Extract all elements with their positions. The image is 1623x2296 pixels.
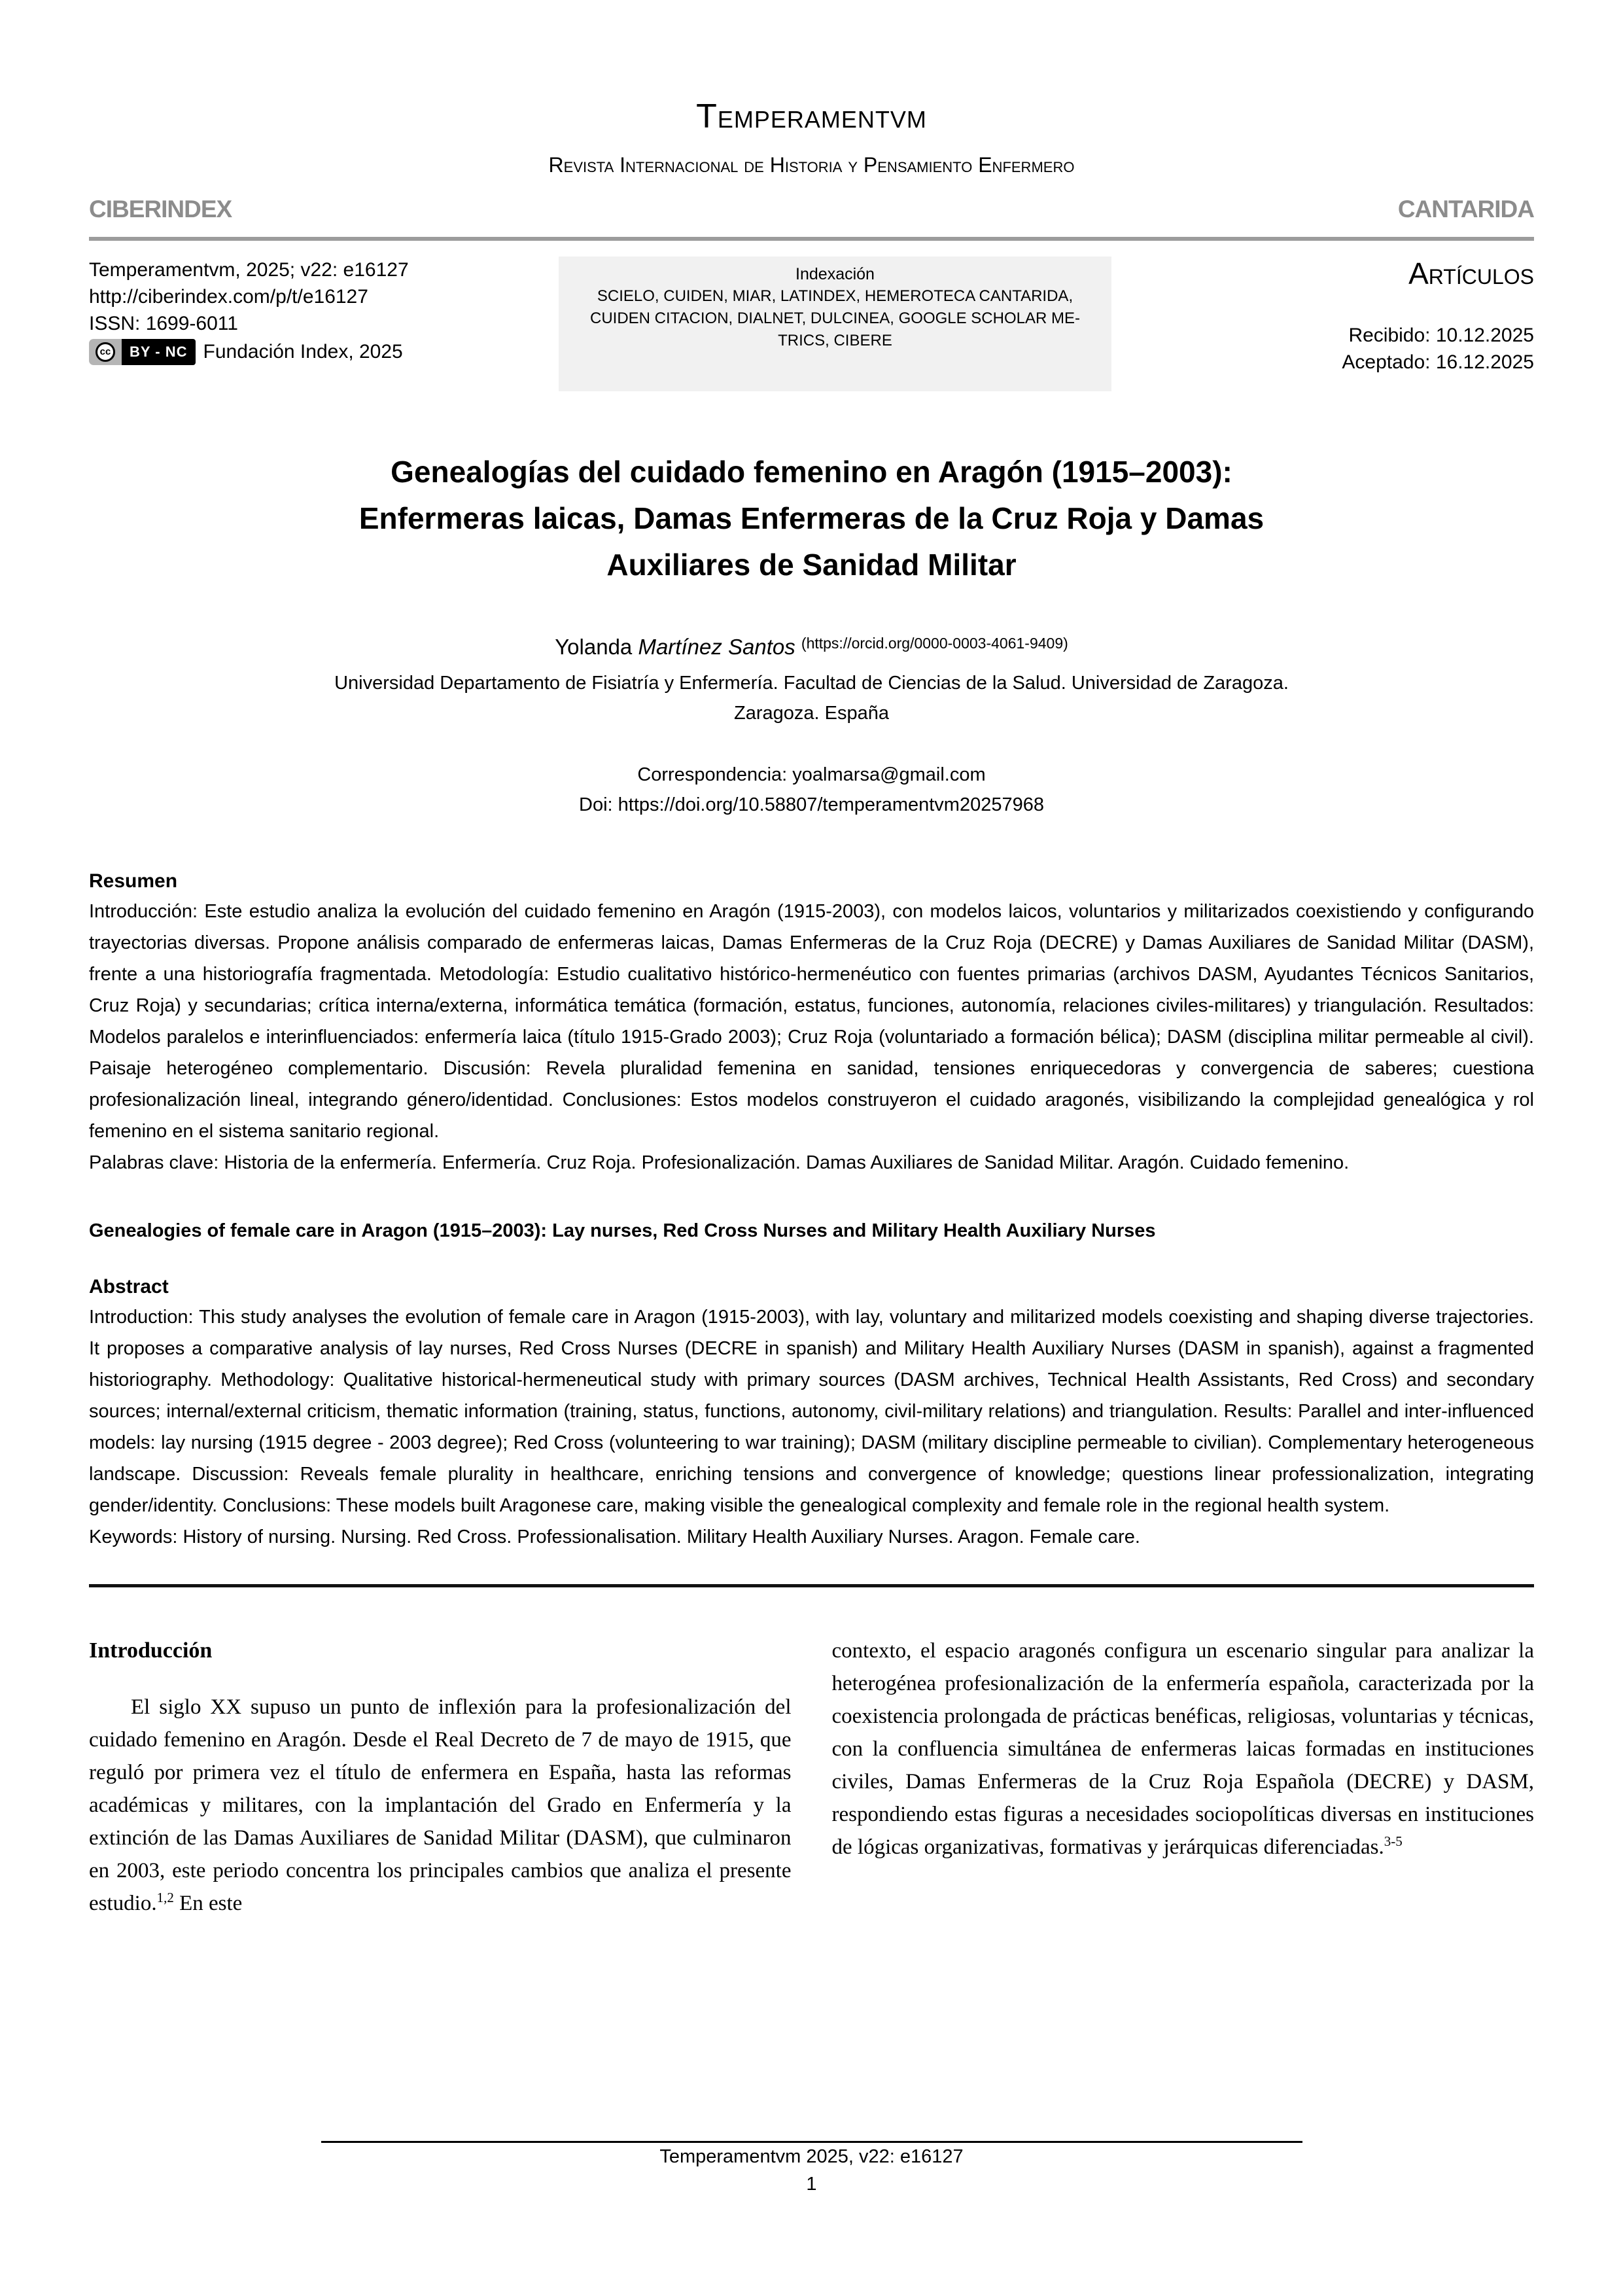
intro-right-paragraph [832,1634,1535,1863]
introduction-heading: Introducción [89,1638,213,1663]
cc-icon [89,339,122,365]
section-divider-rule [89,1584,1534,1587]
citation-ref-sup[interactable]: 3-5 [1384,1833,1403,1849]
section-meta [1342,256,1534,376]
translated-title: Genealogies of female care in Aragon (1915–2003): Lay nurses, Red Cross Nurses and Military Health Auxiliary Nurses [89,1220,1156,1241]
intro-right-column [832,1634,1535,1920]
correspondence-email-line[interactable]: Correspondencia: yoalmarsa@gmail.com [637,764,986,785]
meta-row [89,256,1534,391]
author-line [89,627,1534,663]
cc-license-label: BY - NC [122,339,196,365]
journal-title: Temperamentvm [696,97,927,135]
abstract-heading: Abstract [89,1276,169,1298]
author-orcid-link[interactable]: (https://orcid.org/0000-0003-4061-9409) [801,635,1068,652]
page-footer [89,2141,1534,2198]
citation-ref-sup[interactable]: 1,2 [156,1890,174,1905]
brand-ciberindex: CIBERINDEX [89,196,232,222]
article-url-link[interactable]: http://ciberindex.com/p/t/e16127 [89,286,368,308]
indexing-line: SCIELO, CUIDEN, MIAR, LATINDEX, HEMEROTECA CANTARIDA, [597,287,1073,305]
publisher-label: Fundación Index, 2025 [203,341,403,362]
cc-by-nc-badge[interactable] [89,339,196,365]
introduction-columns [89,1634,1534,1920]
affiliation-line: Zaragoza. España [734,703,889,724]
article-title-line: Auxiliares de Sanidad Militar [606,548,1017,582]
indexing-line: CUIDEN CITACION, DIALNET, DULCINEA, GOOGLE SCHOLAR ME- [589,309,1080,327]
license-row [89,338,551,365]
header-rule [89,237,1534,241]
article-title-line: Genealogías del cuidado femenino en Aragón (1915–2003): [391,455,1232,489]
cc-circle-glyph: cc [96,342,115,362]
abstract-section [89,1273,1534,1553]
received-date: Recibido: 10.12.2025 [1348,325,1534,346]
resumen-keywords: Palabras clave: Historia de la enfermería. Enfermería. Cruz Roja. Profesionalización. Damas Auxiliares de Sanidad Militar. Aragón. Cuidado femenino. [89,1152,1350,1173]
article-title-line: Enfermeras laicas, Damas Enfermeras de la Cruz Roja y Damas [358,501,1265,535]
indexing-title: Indexación [795,265,875,283]
author-last-name: Martínez Santos [638,635,795,659]
intro-left-paragraph [89,1691,792,1920]
intro-left-tail: En este [173,1892,243,1915]
indexing-line: TRICS, CIBERE [778,332,892,349]
intro-right-text: contexto, el espacio aragonés configura un escenario singular para analizar la heterogénea profesionalización de la enfermería española, caracterizada por la coexistencia prolongada de prácticas benéficas, religiosas, voluntarias y técnicas, con la confluencia simultánea de enfermeras laicas formadas en instituciones civiles, Damas Enfermeras de la Cruz Roja Española (DECRE) y DASM, respondiendo estas figuras a necesidades sociopolíticas diversas en instituciones de lógicas organizativas, formativas y jerárquicas diferenciadas. [831,1639,1534,1859]
correspondence-block [89,760,1534,820]
indexing-box [559,256,1111,391]
dates-block [1342,322,1534,376]
issn-line: ISSN: 1699-6011 [89,313,238,334]
brand-row [89,195,1534,224]
section-label: Artículos [1408,256,1534,291]
affiliation [89,668,1534,728]
article-title [89,449,1534,588]
author-first-name: Yolanda [555,635,633,659]
citation-line: Temperamentvm, 2025; v22: e16127 [89,259,409,281]
publication-meta [89,256,551,365]
doi-link-line[interactable]: Doi: https://doi.org/10.58807/temperamentvm20257968 [579,794,1044,815]
brand-cantarida: CANTARIDA [1397,196,1534,222]
abstract-keywords: Keywords: History of nursing. Nursing. Red Cross. Professionalisation. Military Health Auxiliary Nurses. Aragon. Female care. [89,1527,1140,1547]
resumen-section [89,867,1534,1178]
abstract-body: Introduction: This study analyses the evolution of female care in Aragon (1915-2003), with lay, voluntary and militarized models coexisting and shaping diverse trajectories. It proposes a comparative analysis of lay nurses, Red Cross Nurses (DECRE in spanish) and Military Health Auxiliary Nurses (DASM in spanish), against a fragmented historiography. Methodology: Qualitative historical-hermeneutical study with primary sources (DASM archives, Technical Health Assistants, Red Cross) and secondary sources; internal/external criticism, thematic information (training, status, functions, autonomy, civil-military relations) and triangulation. Results: Parallel and inter-influenced models: lay nursing (1915 degree - 2003 degree); Red Cross (volunteering to war training); DASM (military discipline permeable to civilian). Complementary heterogeneous landscape. Discussion: Reveals female plurality in healthcare, enriching tensions and convergence of knowledge; questions linear professionalization, integrating gender/identity. Conclusions: These models built Aragonese care, making visible the genealogical complexity and female role in the regional health system. [89,1307,1534,1516]
intro-left-column [89,1634,792,1920]
resumen-heading: Resumen [89,870,178,892]
affiliation-line: Universidad Departamento de Fisiatría y Enfermería. Facultad de Ciencias de la Salud. Universidad de Zaragoza. [334,673,1289,694]
intro-left-text: El siglo XX supuso un punto de inflexión para la profesionalización del cuidado femenino en Aragón. Desde el Real Decreto de 7 de mayo de 1915, que reguló por primera vez el título de enfermera en España, hasta las reformas académicas y militares, con la implantación del Grado en Enfermería y la extinción de las Damas Auxiliares de Sanidad Militar (DASM), que culminaron en 2003, este periodo concentra los principales cambios que analiza el presente estudio. [89,1695,792,1915]
journal-subtitle: Revista Internacional de Historia y Pensamiento Enfermero [548,153,1075,177]
resumen-body: Introducción: Este estudio analiza la evolución del cuidado femenino en Aragón (1915-2003), con modelos laicos, voluntarios y militarizados coexistiendo y configurando trayectorias diversas. Propone análisis comparado de enfermeras laicas, Damas Enfermeras de la Cruz Roja (DECRE) y Damas Auxiliares de Sanidad Militar (DASM), frente a una historiografía fragmentada. Metodología: Estudio cualitativo histórico-hermenéutico con fuentes primarias (archivos DASM, Ayudantes Técnicos Sanitarios, Cruz Roja) y secundarias; crítica interna/externa, informática temática (formación, estatus, funciones, autonomía, relaciones civiles-militares) y triangulación. Resultados: Modelos paralelos e interinfluenciados: enfermería laica (título 1915-Grado 2003); Cruz Roja (voluntariado a formación bélica); DASM (disciplina militar permeable al civil). Paisaje heterogéneo complementario. Discusión: Revela pluralidad femenina en sanidad, tensiones enriquecedoras y convergencia de saberes; cuestiona profesionalización lineal, integrando género/identidad. Conclusiones: Estos modelos construyeron el cuidado aragonés, visibilizando la complejidad genealógica y rol femenino en el sistema sanitario regional. [89,901,1534,1142]
footer-citation: Temperamentvm 2025, v22: e16127 [659,2146,964,2167]
footer-page-number: 1 [806,2174,817,2195]
accepted-date: Aceptado: 16.12.2025 [1342,351,1534,373]
